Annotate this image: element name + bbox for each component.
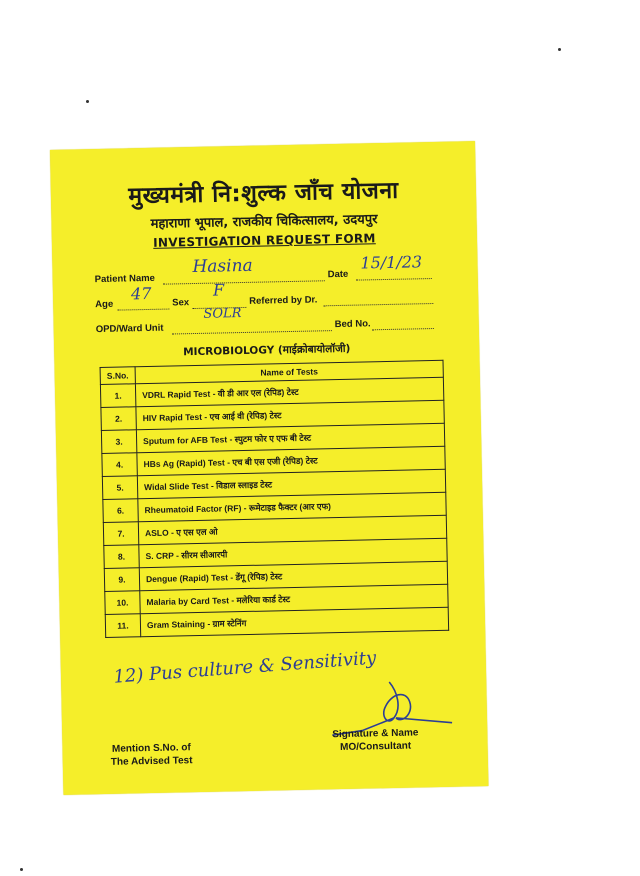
signature-line-1: Signature & Name	[332, 727, 419, 741]
patient-name-value: Hasina	[192, 255, 253, 278]
advised-line-1: Mention S.No. of	[111, 742, 191, 755]
bed-no-line	[372, 318, 434, 330]
row-sno: 5.	[102, 476, 137, 500]
row-sno: 10.	[105, 591, 140, 615]
row-test-name: HBs Ag (Rapid) Test - एच बी एस एजी (रेपिड) टेस्ट	[137, 446, 445, 475]
signature-line-2: MO/Consultant	[339, 740, 412, 754]
row-test-name: Sputum for AFB Test - स्पुटम फोर ए एफ बी टेस्ट	[136, 423, 444, 452]
row-sno: 7.	[103, 522, 138, 546]
advised-test-note	[110, 741, 192, 769]
investigation-form-sheet	[50, 141, 488, 795]
row-test-name: HIV Rapid Test - एच आई वी (रेपिड) टेस्ट	[136, 400, 444, 429]
referred-by-line	[323, 293, 433, 306]
date-value: 15/1/23	[360, 252, 423, 273]
row-sno: 4.	[102, 453, 137, 477]
hospital-name: महाराणा भूपाल, राजकीय चिकित्सालय, उदयपुर	[150, 212, 378, 232]
microbiology-heading: MICROBIOLOGY (माईक्रोबायोलॉजी)	[183, 342, 351, 359]
scan-speck	[86, 100, 89, 103]
row-sno: 2.	[101, 407, 136, 431]
row-sno: 3.	[101, 430, 136, 454]
row-test-name: Dengue (Rapid) Test - डेंगू (रेपिड) टेस्ट	[139, 561, 447, 590]
tests-table	[100, 360, 450, 638]
row-test-name: Malaria by Card Test - मलेरिया कार्ड टेस्ट	[140, 584, 448, 613]
row-test-name: Rheumatoid Factor (RF) - रूमेटाइड फैक्टर (आर एफ)	[138, 492, 446, 521]
referred-by-label: Referred by Dr.	[249, 294, 318, 307]
patient-name-label: Patient Name	[94, 272, 156, 286]
row-sno: 6.	[103, 499, 138, 523]
bed-no-label: Bed No.	[334, 318, 371, 331]
row-test-name: ASLO - ए एस एल ओ	[138, 515, 446, 544]
row-sno: 8.	[104, 545, 139, 569]
sno-header: S.No.	[100, 367, 135, 385]
row-test-name: Widal Slide Test - विडाल स्लाइड टेस्ट	[137, 469, 445, 498]
opd-ward-value: SOLR	[203, 306, 242, 322]
age-label: Age	[95, 298, 114, 311]
row-sno: 1.	[100, 384, 135, 408]
sex-value: F	[212, 280, 225, 300]
sex-label: Sex	[172, 297, 190, 309]
row-test-name: S. CRP - सीरम सीआरपी	[139, 538, 447, 567]
row-sno: 11.	[105, 614, 140, 638]
tests-header: Name of Tests	[135, 360, 443, 383]
handwritten-test-note: 12) Pus culture & Sensitivity	[112, 647, 377, 688]
opd-ward-label: OPD/Ward Unit	[95, 322, 164, 336]
row-test-name: Gram Staining - ग्राम स्टेनिंग	[140, 607, 448, 636]
scan-speck	[558, 48, 561, 51]
row-sno: 9.	[104, 568, 139, 592]
scheme-title: मुख्यमंत्री नि:शुल्क जाँच योजना	[128, 177, 399, 210]
row-test-name: VDRL Rapid Test - वी डी आर एल (रेपिड) टेस्ट	[135, 377, 443, 406]
opd-ward-line	[172, 320, 332, 334]
scan-speck	[20, 868, 23, 871]
signature-label	[332, 726, 419, 754]
age-value: 47	[130, 283, 152, 304]
date-label: Date	[327, 268, 349, 281]
form-title: INVESTIGATION REQUEST FORM	[153, 231, 376, 250]
advised-line-2: The Advised Test	[110, 755, 193, 768]
